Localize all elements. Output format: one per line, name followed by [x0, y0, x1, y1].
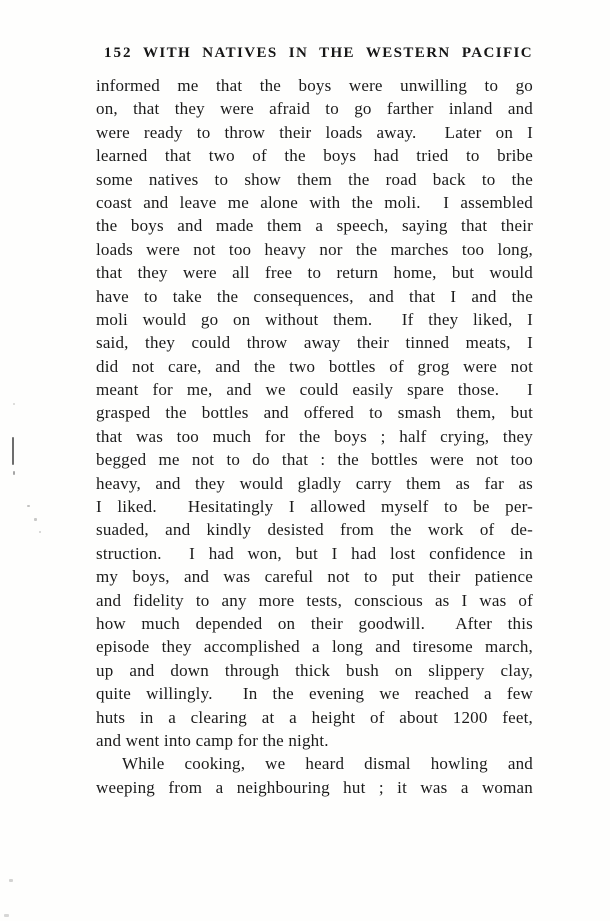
text-line: learned that two of the boys had tried to bribe — [96, 146, 533, 166]
text-line: grasped the bottles and offered to smash them, but — [96, 403, 533, 423]
text-line: quite willingly. In the evening we reached a few — [96, 684, 533, 704]
scan-artifact — [39, 531, 41, 533]
text-line: moli would go on without them. If they liked, I — [96, 309, 533, 329]
text-line: episode they accomplished a long and tiresome march, — [96, 637, 533, 657]
text-line: were ready to throw their loads away. Later on I — [96, 122, 533, 142]
text-line: and fidelity to any more tests, conscious as I was of — [96, 590, 533, 610]
page-text — [96, 74, 533, 799]
text-line: that was too much for the boys ; half crying, they — [96, 426, 533, 446]
text-line: coast and leave me alone with the moli. I assembled — [96, 192, 533, 212]
page-number: 152 — [104, 45, 133, 61]
text-line: I liked. Hesitatingly I allowed myself to be per- — [96, 497, 533, 517]
text-line: loads were not too heavy nor the marches too long, — [96, 239, 533, 259]
text-line: did not care, and the two bottles of grog were not — [96, 356, 533, 376]
text-line: weeping from a neighbouring hut ; it was a woman — [96, 777, 533, 797]
text-line: have to take the consequences, and that I and the — [96, 286, 533, 306]
text-line: begged me not to do that : the bottles were not too — [96, 450, 533, 470]
text-line: huts in a clearing at a height of about 1200 feet, — [96, 707, 533, 727]
running-header — [96, 45, 533, 61]
scan-artifact — [4, 914, 9, 917]
text-line: up and down through thick bush on slippery clay, — [96, 660, 533, 680]
scan-artifact — [34, 518, 37, 521]
text-line: suaded, and kindly desisted from the work of de- — [96, 520, 533, 540]
text-line: meant for me, and we could easily spare those. I — [96, 380, 533, 400]
text-line: how much depended on their goodwill. After this — [96, 613, 533, 633]
scan-artifact — [9, 879, 13, 882]
text-line: that they were all free to return home, but would — [96, 263, 533, 283]
scan-artifact — [13, 403, 15, 405]
scan-artifact — [12, 437, 14, 465]
text-line: and went into camp for the night. — [96, 730, 329, 750]
text-line: on, that they were afraid to go farther inland and — [96, 99, 533, 119]
text-line: the boys and made them a speech, saying that their — [96, 216, 533, 236]
text-line: While cooking, we heard dismal howling and — [122, 754, 533, 774]
text-line: my boys, and was careful not to put their patience — [96, 567, 533, 587]
text-line: informed me that the boys were unwilling to go — [96, 76, 533, 95]
text-line: some natives to show them the road back to the — [96, 169, 533, 189]
text-line: heavy, and they would gladly carry them as far as — [96, 473, 533, 493]
header-title: WITH NATIVES IN THE WESTERN PACIFIC — [142, 45, 533, 61]
text-line: struction. I had won, but I had lost confidence in — [96, 543, 533, 563]
scan-artifact — [27, 505, 30, 507]
text-line: said, they could throw away their tinned meats, I — [96, 333, 533, 353]
scan-artifact — [13, 471, 15, 475]
